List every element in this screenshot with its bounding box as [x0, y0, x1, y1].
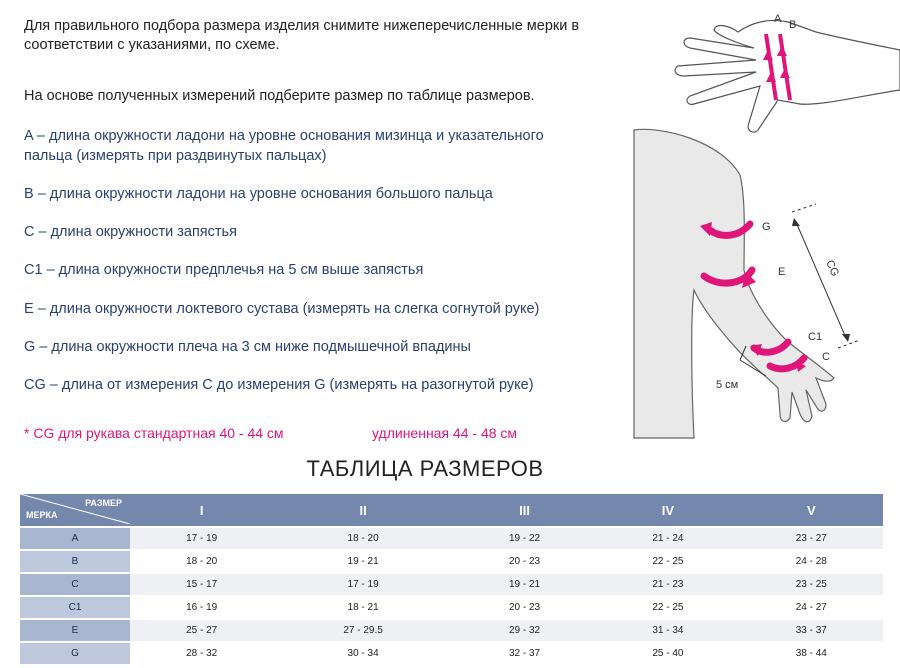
label-c: C — [822, 351, 830, 363]
definition-cg: CG – длина от измерения C до измерения G (измерять на разогнутой руке) — [24, 377, 534, 393]
table-row — [20, 551, 883, 572]
row-label: C — [20, 574, 130, 595]
table-row — [20, 528, 883, 549]
label-a: A — [774, 13, 782, 25]
table-row — [20, 643, 883, 664]
note-standard: * CG для рукава стандартная 40 - 44 см — [24, 425, 284, 441]
label-c1: C1 — [808, 331, 823, 343]
table-cell: 24 - 27 — [740, 597, 883, 618]
table-row — [20, 597, 883, 618]
label-e: E — [778, 266, 786, 278]
table-cell: 19 - 21 — [453, 574, 596, 595]
size-header-1: I — [130, 494, 273, 526]
corner-measure-label: МЕРКА — [26, 510, 58, 520]
table-cell: 30 - 34 — [273, 643, 452, 664]
note-long: удлиненная 44 - 48 см — [372, 425, 518, 441]
table-cell: 21 - 23 — [596, 574, 739, 595]
definition-b: B – длина окружности ладони на уровне основания большого пальца — [24, 186, 493, 202]
definition-e: E – длина окружности локтевого сустава (измерять на слегка согнутой руке) — [24, 301, 540, 317]
table-row — [20, 620, 883, 641]
table-cell: 23 - 27 — [740, 528, 883, 549]
table-cell: 25 - 27 — [130, 620, 273, 641]
row-label: E — [20, 620, 130, 641]
table-cell: 31 - 34 — [596, 620, 739, 641]
size-header-3: III — [453, 494, 596, 526]
table-cell: 33 - 37 — [740, 620, 883, 641]
definition-a: A – длина окружности ладони на уровне основания мизинца и указательного пальца (измерять при раздвинутых пальцах) — [24, 128, 544, 164]
size-table-header — [20, 494, 883, 526]
table-cell: 19 - 21 — [273, 551, 452, 572]
size-table-title: ТАБЛИЦА РАЗМЕРОВ — [306, 456, 544, 481]
table-cell: 22 - 25 — [596, 551, 739, 572]
table-cell: 15 - 17 — [130, 574, 273, 595]
table-row — [20, 574, 883, 595]
table-cell: 25 - 40 — [596, 643, 739, 664]
intro-text-2: На основе полученных измерений подберите размер по таблице размеров. — [24, 88, 535, 104]
row-label: B — [20, 551, 130, 572]
table-cell: 18 - 20 — [130, 551, 273, 572]
table-cell: 17 - 19 — [273, 574, 452, 595]
size-table — [20, 492, 883, 666]
size-header-5: V — [740, 494, 883, 526]
row-label: G — [20, 643, 130, 664]
table-corner — [20, 494, 130, 526]
table-cell: 17 - 19 — [130, 528, 273, 549]
intro-text: Для правильного подбора размера изделия снимите нижеперечисленные мерки в соответствии с указаниями, по схеме. — [24, 18, 580, 53]
table-cell: 38 - 44 — [740, 643, 883, 664]
size-header-4: IV — [596, 494, 739, 526]
label-b: B — [789, 19, 797, 31]
table-cell: 18 - 21 — [273, 597, 452, 618]
row-label: C1 — [20, 597, 130, 618]
label-5cm: 5 см — [716, 379, 739, 391]
table-cell: 27 - 29.5 — [273, 620, 452, 641]
definition-c: C – длина окружности запястья — [24, 224, 237, 240]
definition-c1: C1 – длина окружности предплечья на 5 см выше запястья — [24, 262, 424, 278]
table-cell: 29 - 32 — [453, 620, 596, 641]
table-cell: 22 - 25 — [596, 597, 739, 618]
table-cell: 19 - 22 — [453, 528, 596, 549]
table-cell: 21 - 24 — [596, 528, 739, 549]
size-header-2: II — [273, 494, 452, 526]
table-cell: 24 - 28 — [740, 551, 883, 572]
label-g: G — [762, 221, 771, 233]
table-cell: 18 - 20 — [273, 528, 452, 549]
table-cell: 28 - 32 — [130, 643, 273, 664]
row-label: A — [20, 528, 130, 549]
table-cell: 20 - 23 — [453, 597, 596, 618]
table-cell: 16 - 19 — [130, 597, 273, 618]
arm-measurement-diagram — [620, 0, 900, 445]
table-cell: 20 - 23 — [453, 551, 596, 572]
table-cell: 32 - 37 — [453, 643, 596, 664]
corner-size-label: РАЗМЕР — [85, 498, 122, 508]
table-cell: 23 - 25 — [740, 574, 883, 595]
definition-g: G – длина окружности плеча на 3 см ниже подмышечной впадины — [24, 339, 471, 355]
label-cg: CG — [823, 258, 841, 279]
